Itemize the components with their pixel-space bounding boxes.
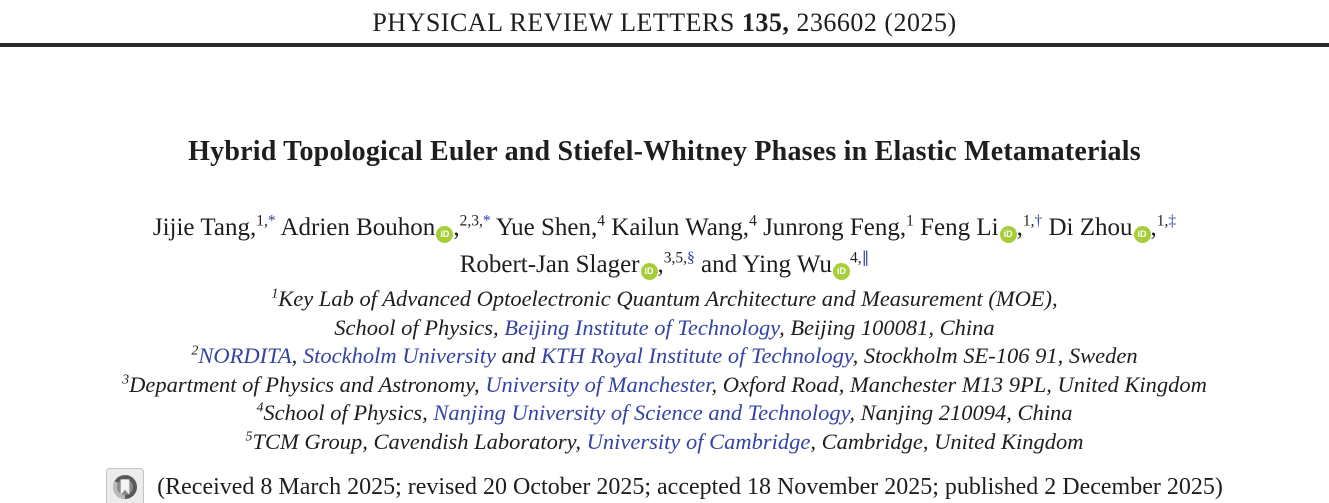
affiliation-text: , [291, 343, 303, 368]
footnote-symbol-link[interactable]: * [482, 212, 491, 230]
crossmark-check-for-updates-icon[interactable] [106, 468, 144, 503]
orcid-icon[interactable]: iD [833, 263, 850, 280]
journal-volume: 135, [741, 8, 790, 37]
institution-link[interactable]: Beijing Institute of Technology [504, 314, 780, 340]
author-name: Di Zhou [1048, 214, 1133, 241]
footnote-symbol-link[interactable]: † [1034, 212, 1043, 230]
affiliation-number-superscript: 3 [122, 372, 130, 387]
author-separator: , [1016, 214, 1023, 241]
affiliation-text: School of Physics, [263, 400, 434, 425]
affiliation-line [0, 314, 1329, 343]
affiliation-text: Department of Physics and Astronomy, [129, 371, 486, 397]
institution-link[interactable]: Stockholm University [302, 343, 496, 368]
affiliation-line [0, 428, 1329, 457]
footnote-symbol-link[interactable]: ∥ [861, 249, 870, 267]
affiliation-text: , Cambridge, United Kingdom [810, 428, 1084, 454]
author-name: Jijie Tang, [152, 214, 257, 241]
affiliation-text: , Beijing 100081, China [779, 314, 995, 340]
author-affiliation-superscript [597, 213, 605, 230]
orcid-icon[interactable]: iD [1000, 226, 1017, 243]
author-name: Kailun Wang, [611, 214, 750, 241]
author-separator: , [657, 251, 664, 278]
author-name: Yue Shen, [495, 214, 598, 241]
institution-link[interactable]: KTH Royal Institute of Technology [541, 343, 853, 368]
institution-link[interactable]: University of Manchester [485, 371, 712, 397]
affiliation-number: 2,3, [459, 212, 483, 230]
affiliation-line [0, 342, 1329, 371]
author-name: Feng Li [920, 214, 999, 241]
affiliation-number: 1 [906, 212, 914, 230]
affiliation-line [0, 371, 1329, 400]
affiliation-text: and [496, 343, 541, 368]
author [920, 214, 1042, 241]
footnote-symbol-link[interactable]: ‡ [1168, 212, 1177, 230]
orcid-icon[interactable]: iD [436, 226, 453, 243]
journal-header [0, 0, 1329, 37]
affiliation-text: Key Lab of Advanced Optoelectronic Quantum Architecture and Measurement (MOE), [278, 286, 1058, 311]
affiliation-text: , Stockholm SE-106 91, Sweden [852, 343, 1138, 368]
author [763, 214, 914, 241]
institution-link[interactable]: NORDITA [198, 343, 292, 368]
author-name: and Ying Wu [701, 251, 832, 278]
affiliation-text: , Nanjing 210094, China [849, 400, 1073, 425]
affiliation-number: 4 [597, 212, 606, 230]
affiliation-text: TCM Group, Cavendish Laboratory, [252, 428, 587, 454]
author-affiliation-superscript [664, 250, 695, 267]
affiliation-text: School of Physics, [334, 314, 505, 340]
received-row [0, 468, 1329, 503]
footnote-symbol-link[interactable]: * [267, 212, 276, 230]
author [496, 214, 605, 241]
author-affiliation-superscript [1023, 213, 1042, 230]
affiliation-number-superscript: 2 [191, 343, 199, 359]
author-line [0, 209, 1329, 246]
author-name: Robert-Jan Slager [459, 251, 640, 278]
author-affiliation-superscript [749, 213, 757, 230]
affiliation-line [0, 285, 1329, 314]
author [280, 214, 490, 241]
author [1048, 214, 1176, 241]
author-list [0, 209, 1329, 283]
author-line [0, 246, 1329, 283]
journal-name: PHYSICAL REVIEW LETTERS [372, 8, 742, 37]
paper-title: Hybrid Topological Euler and Stiefel-Whitney Phases in Elastic Metamaterials [188, 136, 1141, 167]
author [701, 251, 869, 278]
affiliation-number-superscript: 4 [256, 400, 264, 416]
affiliation-number: 1, [1022, 212, 1035, 230]
journal-issue-info: 236602 (2025) [789, 8, 957, 37]
affiliation-line [0, 399, 1329, 428]
orcid-icon[interactable]: iD [641, 263, 658, 280]
author-name: Adrien Bouhon [280, 214, 436, 241]
author-name: Junrong Feng, [763, 214, 907, 241]
author-separator: , [453, 214, 460, 241]
affiliation-text: , Oxford Road, Manchester M13 9PL, United Kingdom [711, 371, 1207, 397]
affiliation-number: 1, [256, 212, 268, 230]
institution-link[interactable]: Nanjing University of Science and Technology [433, 400, 850, 425]
affiliation-number: 4 [749, 212, 757, 230]
affiliation-number: 1, [1156, 212, 1169, 230]
author-affiliation-superscript [850, 250, 869, 267]
header-rule [0, 43, 1329, 47]
affiliation-number: 3,5, [663, 249, 687, 267]
institution-link[interactable]: University of Cambridge [586, 428, 811, 454]
author-affiliation-superscript [906, 213, 914, 230]
author [611, 214, 757, 241]
received-dates-text: (Received 8 March 2025; revised 20 October 2025; accepted 18 November 2025; published 2 December 2025) [157, 473, 1223, 500]
author-affiliation-superscript [460, 213, 491, 230]
affiliation-list [0, 285, 1329, 456]
author-affiliation-superscript [256, 213, 275, 230]
author [460, 251, 695, 278]
affiliation-number: 4, [849, 249, 862, 267]
author-affiliation-superscript [1157, 213, 1176, 230]
author-separator: , [1150, 214, 1157, 241]
footnote-symbol-link[interactable]: § [687, 249, 695, 267]
affiliation-number-superscript: 1 [271, 286, 279, 302]
orcid-icon[interactable]: iD [1134, 226, 1151, 243]
affiliation-number-superscript: 5 [245, 429, 253, 444]
author [153, 214, 276, 241]
